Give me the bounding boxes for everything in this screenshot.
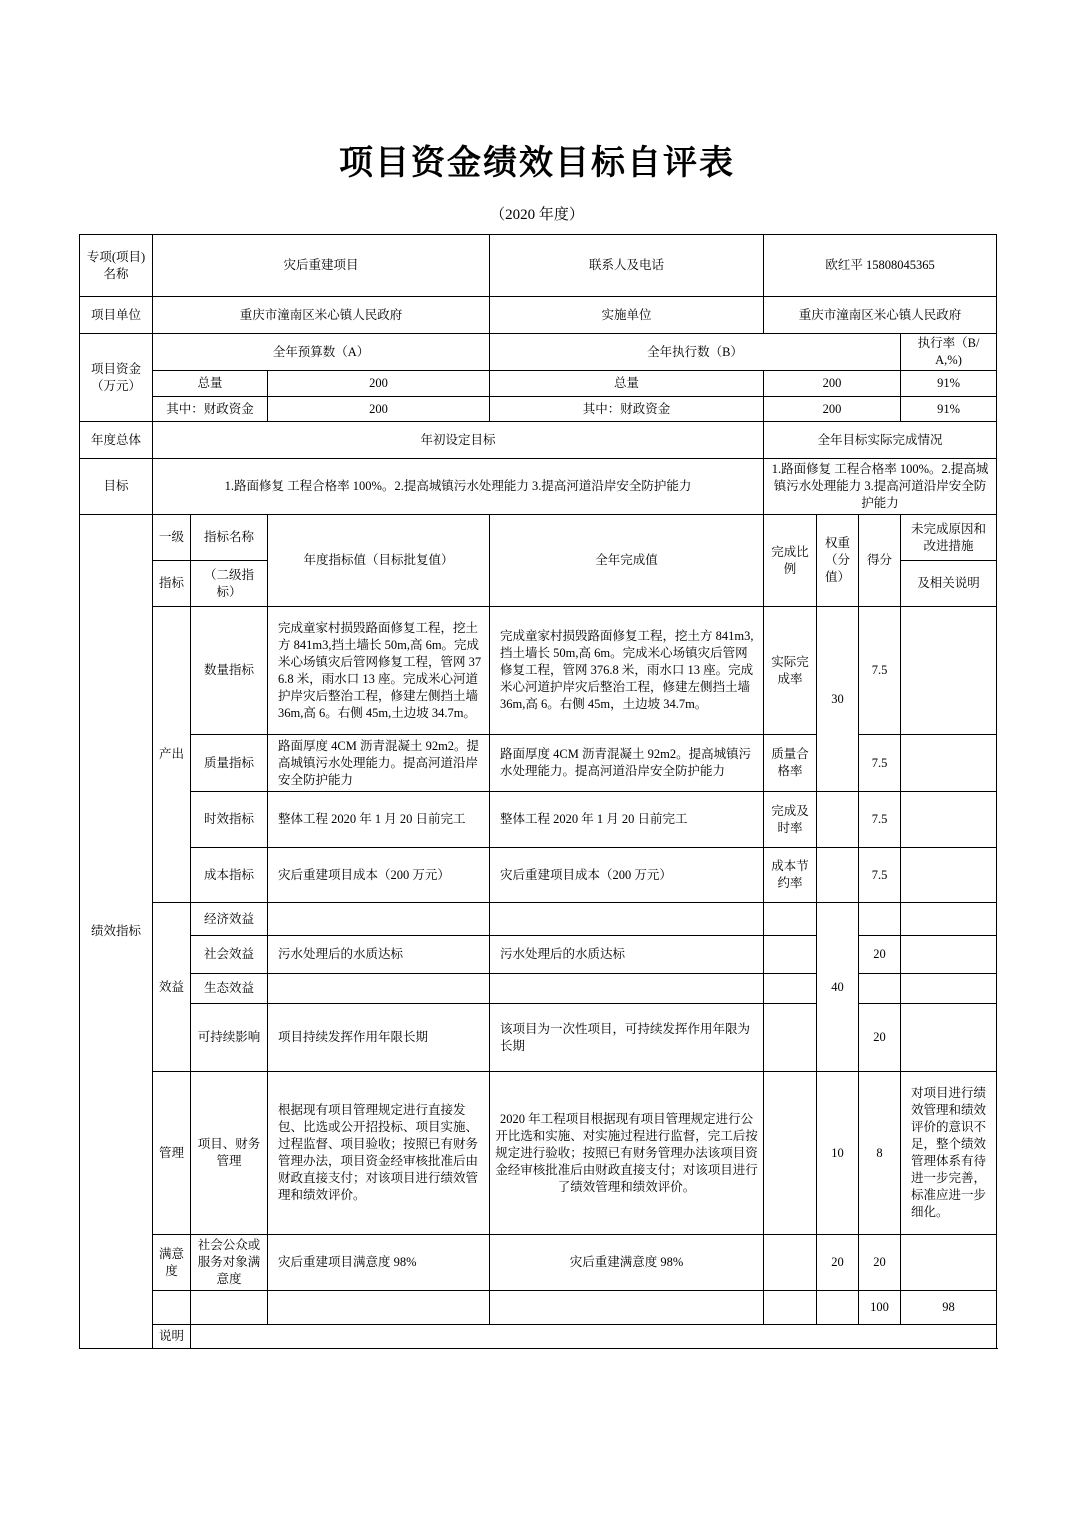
indicator-target <box>268 974 490 1004</box>
indicator-ratio: 实际完成率 <box>764 607 817 735</box>
indicator-ratio <box>764 974 817 1004</box>
perf-label: 绩效指标 <box>80 515 153 1349</box>
total-score: 98 <box>901 1291 997 1325</box>
indicator-ratio <box>764 1235 817 1291</box>
indicator-name: 可持续影响 <box>191 1004 268 1072</box>
evaluation-table <box>79 234 997 1349</box>
indicator-done: 整体工程 2020 年 1 月 20 日前完工 <box>490 792 764 848</box>
header-indicator-name: 指标名称 <box>191 515 268 561</box>
mgmt-weight: 10 <box>817 1072 859 1235</box>
indicator-ratio <box>764 1004 817 1072</box>
actual-goal-label: 全年目标实际完成情况 <box>764 422 997 459</box>
contact-value: 欧红平 15808045365 <box>764 235 997 297</box>
indicator-ratio: 完成及时率 <box>764 792 817 848</box>
note-label: 说明 <box>153 1325 191 1349</box>
fiscal-label: 其中：财政资金 <box>153 397 268 422</box>
empty-weight-cell <box>817 792 859 848</box>
indicator-reason: 对项目进行绩效管理和绩效评价的意识不足，整个绩效管理体系有待进一步完善，标准应进一步细化。 <box>901 1072 997 1235</box>
indicator-target: 根据现有项目管理规定进行直接发包、比选或公开招投标、项目实施、过程监督、项目验收；按照已有财务管理办法，项目资金经审核批准后由财政直接支付；对该项目进行绩效管理和绩效评价。 <box>268 1072 490 1235</box>
rate-label: 执行率（B/A,%) <box>901 334 997 371</box>
indicator-target: 灾后重建项目满意度 98% <box>268 1235 490 1291</box>
indicator-score: 7.5 <box>859 607 901 735</box>
impl-unit: 重庆市潼南区米心镇人民政府 <box>764 297 997 334</box>
header-weight: 权重（分值） <box>817 515 859 607</box>
indicator-name: 时效指标 <box>191 792 268 848</box>
impl-unit-label: 实施单位 <box>490 297 764 334</box>
total-row-empty <box>191 1291 268 1325</box>
indicator-reason <box>901 974 997 1004</box>
indicator-done <box>490 974 764 1004</box>
total-row-empty <box>490 1291 764 1325</box>
overall-label: 年度总体 <box>80 422 153 459</box>
indicator-reason <box>901 1235 997 1291</box>
contact-label: 联系人及电话 <box>490 235 764 297</box>
indicator-target <box>268 903 490 936</box>
benefit-weight: 40 <box>817 903 859 1072</box>
project-name-label: 专项(项目)名称 <box>80 235 153 297</box>
initial-goal-label: 年初设定目标 <box>153 422 764 459</box>
indicator-reason <box>901 735 997 792</box>
total-row-label <box>153 1291 191 1325</box>
goal-label: 目标 <box>80 459 153 515</box>
note-content <box>191 1325 997 1349</box>
indicator-done: 路面厚度 4CM 沥青混凝土 92m2。提高城镇污水处理能力。提高河道沿岸安全防护能力 <box>490 735 764 792</box>
indicator-done: 污水处理后的水质达标 <box>490 936 764 974</box>
benefit-label: 效益 <box>153 903 191 1072</box>
indicator-name: 成本指标 <box>191 848 268 903</box>
indicator-ratio: 质量合格率 <box>764 735 817 792</box>
indicator-target: 整体工程 2020 年 1 月 20 日前完工 <box>268 792 490 848</box>
project-name: 灾后重建项目 <box>153 235 490 297</box>
indicator-ratio <box>764 936 817 974</box>
output-label: 产出 <box>153 607 191 903</box>
total-budget: 200 <box>268 371 490 397</box>
indicator-name: 社会公众或服务对象满意度 <box>191 1235 268 1291</box>
indicator-score: 7.5 <box>859 735 901 792</box>
indicator-target: 完成童家村损毁路面修复工程，挖土方 841m3,挡土墙长 50m,高 6m。完成米心场镇灾后管网修复工程，管网 376.8 米，雨水口 13 座。完成米心河道护岸灾后整治工程，修建左侧挡土墙 36m,高 6。右侧 45m,土边坡 34.7m。 <box>268 607 490 735</box>
fiscal-rate: 91% <box>901 397 997 422</box>
header-target: 年度指标值（目标批复值） <box>268 515 490 607</box>
goal-actual-text: 1.路面修复 工程合格率 100%。2.提高城镇污水处理能力 3.提高河道沿岸安全防护能力 <box>764 459 997 515</box>
output-weight: 30 <box>817 607 859 792</box>
header-reason-b: 及相关说明 <box>901 561 997 607</box>
indicator-name: 数量指标 <box>191 607 268 735</box>
project-unit: 重庆市潼南区米心镇人民政府 <box>153 297 490 334</box>
total-exec-label: 总量 <box>490 371 764 397</box>
indicator-name: 生态效益 <box>191 974 268 1004</box>
budget-label: 全年预算数（A） <box>153 334 490 371</box>
year-subtitle: （2020 年度） <box>490 207 584 223</box>
total-rate: 91% <box>901 371 997 397</box>
mgmt-label: 管理 <box>153 1072 191 1235</box>
total-row-empty <box>268 1291 490 1325</box>
indicator-reason <box>901 903 997 936</box>
header-level1-a: 一级 <box>153 515 191 561</box>
indicator-name: 项目、财务管理 <box>191 1072 268 1235</box>
project-unit-label: 项目单位 <box>80 297 153 334</box>
indicator-ratio: 成本节约率 <box>764 848 817 903</box>
indicator-name: 质量指标 <box>191 735 268 792</box>
indicator-reason <box>901 848 997 903</box>
indicator-done: 灾后重建满意度 98% <box>490 1235 764 1291</box>
fiscal-budget: 200 <box>268 397 490 422</box>
indicator-done: 完成童家村损毁路面修复工程，挖土方 841m3,挡土墙长 50m,高 6m。完成米心场镇灾后管网修复工程，管网 376.8 米，雨水口 13 座。完成米心河道护岸灾后整治工程，修建左侧挡土墙 36m,高 6。右侧 45m，土边坡 34.7m。 <box>490 607 764 735</box>
indicator-target: 污水处理后的水质达标 <box>268 936 490 974</box>
indicator-score: 7.5 <box>859 848 901 903</box>
indicator-target: 路面厚度 4CM 沥青混凝土 92m2。提高城镇污水处理能力。提高河道沿岸安全防护能力 <box>268 735 490 792</box>
indicator-score: 8 <box>859 1072 901 1235</box>
empty-weight-cell <box>817 848 859 903</box>
total-label: 总量 <box>153 371 268 397</box>
indicator-score <box>859 974 901 1004</box>
header-done: 全年完成值 <box>490 515 764 607</box>
total-weight: 100 <box>859 1291 901 1325</box>
indicator-score <box>859 903 901 936</box>
satisfaction-weight: 20 <box>817 1235 859 1291</box>
indicator-score: 20 <box>859 1235 901 1291</box>
goal-text: 1.路面修复 工程合格率 100%。2.提高城镇污水处理能力 3.提高河道沿岸安全防护能力 <box>153 459 764 515</box>
indicator-ratio <box>764 903 817 936</box>
indicator-target: 灾后重建项目成本（200 万元） <box>268 848 490 903</box>
indicator-target: 项目持续发挥作用年限长期 <box>268 1004 490 1072</box>
total-row-empty <box>764 1291 817 1325</box>
indicator-ratio <box>764 1072 817 1235</box>
indicator-reason <box>901 607 997 735</box>
funds-label: 项目资金（万元） <box>80 334 153 422</box>
indicator-name: 社会效益 <box>191 936 268 974</box>
indicator-done: 2020 年工程项目根据现有项目管理规定进行公开比选和实施、对实施过程进行监督，完工后按规定进行验收；按照已有财务管理办法该项目资金经审核批准后由财政直接支付；对该项目进行了绩效管理和绩效评价。 <box>490 1072 764 1235</box>
indicator-score: 7.5 <box>859 792 901 848</box>
indicator-score: 20 <box>859 1004 901 1072</box>
fiscal-exec: 200 <box>764 397 901 422</box>
total-exec: 200 <box>764 371 901 397</box>
header-level2: （二级指标） <box>191 561 268 607</box>
exec-label: 全年执行数（B） <box>490 334 901 371</box>
header-score: 得分 <box>859 515 901 607</box>
indicator-reason <box>901 792 997 848</box>
indicator-done: 灾后重建项目成本（200 万元） <box>490 848 764 903</box>
satisfaction-label: 满意度 <box>153 1235 191 1291</box>
header-level1-b: 指标 <box>153 561 191 607</box>
indicator-name: 经济效益 <box>191 903 268 936</box>
header-reason-a: 未完成原因和改进措施 <box>901 515 997 561</box>
page-title: 项目资金绩效目标自评表 <box>339 143 735 183</box>
indicator-score: 20 <box>859 936 901 974</box>
indicator-done: 该项目为一次性项目，可持续发挥作用年限为长期 <box>490 1004 764 1072</box>
fiscal-exec-label: 其中：财政资金 <box>490 397 764 422</box>
indicator-reason <box>901 1004 997 1072</box>
indicator-reason <box>901 936 997 974</box>
indicator-done <box>490 903 764 936</box>
header-ratio: 完成比例 <box>764 515 817 607</box>
total-row-empty <box>817 1291 859 1325</box>
